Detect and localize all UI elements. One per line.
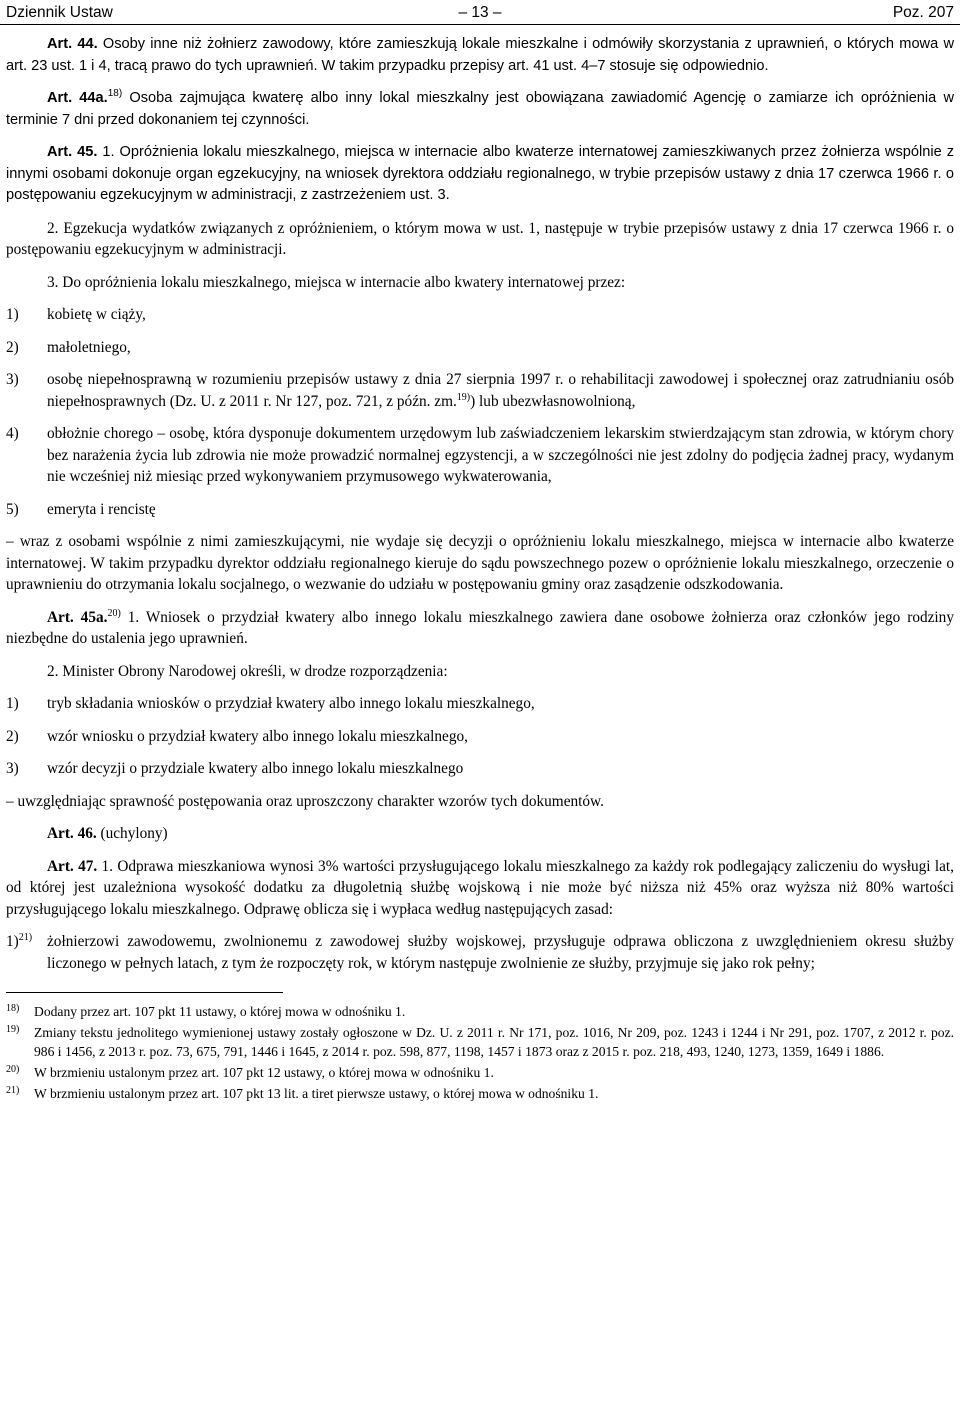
article-47-ust-1	[6, 856, 954, 921]
list-text: żołnierzowi zawodowemu, zwolnionemu z zawodowej służby wojskowej, przysługuje odprawa obliczona z uwzględnieniem okresu służby liczonego w pełnych latach, z tym że rozpoczęty rok, w którym następuje zwolnienie ze służby, przyjmuje się jako rok pełny;	[47, 933, 954, 972]
list-number: 1)	[6, 306, 19, 323]
footnote-number: 18)	[6, 1003, 20, 1014]
article-text: Osoby inne niż żołnierz zawodowy, które zamieszkują lokale mieszkalne i odmówiły skorzystania z uprawnień, o których mowa w art. 23 ust. 1 i 4, tracą prawo do tych uprawnień. W takim przypadku przepisy art. 41 ust. 4–7 stosuje się odpowiednio.	[6, 36, 954, 74]
list-text: małoletniego,	[47, 338, 131, 356]
list-number: 2)	[6, 727, 19, 745]
list-number: 1)	[6, 695, 19, 712]
article-45-ust-1	[6, 142, 954, 207]
list-item	[6, 726, 954, 748]
footnote-ref[interactable]: 18)	[107, 88, 123, 99]
list-number: 3)	[6, 371, 19, 388]
list-item	[6, 304, 954, 326]
list-text: wzór decyzji o przydziale kwatery albo innego lokalu mieszkalnego	[47, 760, 464, 777]
article-label: Art. 45.	[47, 144, 98, 160]
document-body	[6, 34, 954, 1105]
footnote-text: Zmiany tekstu jednolitego wymienionej ustawy zostały ogłoszone w Dz. U. z 2011 r. Nr 171, poz. 1016, Nr 209, poz. 1243 i 1244 i Nr 291, poz. 1707, z 2012 r. poz. 986 i 1456, z 2013 r. poz. 73, 675, 791, 1446 i 1645, z 2014 r. poz. 598, 877, 1198, 1457 i 1873 oraz z 2015 r. poz. 218, 493, 1240, 1273, 1359, 1649 i 1886.	[34, 1025, 954, 1059]
list-number: 5)	[6, 500, 19, 518]
article-46	[6, 823, 954, 845]
list-item	[6, 423, 954, 488]
article-45a-closing: – uwzględniając sprawność postępowania oraz uproszczony charakter wzorów tych dokumentów.	[6, 792, 604, 810]
article-label: Art. 45a.	[47, 608, 108, 626]
list-item	[6, 499, 954, 521]
list-number: 3)	[6, 760, 19, 777]
footnote-number: 20)	[6, 1064, 20, 1075]
list-item	[6, 337, 954, 359]
journal-title: Dziennik Ustaw	[6, 4, 113, 21]
footnote	[6, 1084, 954, 1103]
list-text: wzór wniosku o przydział kwatery albo innego lokalu mieszkalnego,	[47, 727, 468, 745]
article-label: Art. 44a.	[47, 90, 108, 106]
list-text: emeryta i rencistę	[47, 500, 156, 518]
list-text: obłożnie chorego – osobę, która dysponuje dokumentem urzędowym lub zaświadczeniem lekarskim stwierdzającym stan zdrowia, w którym chory bez narażenia życia lub zdrowia nie może prowadzić normalnej egzystencji, a w szczególności nie jest zdolny do podjęcia żadnej pracy, wydanym nie wcześniej niż miesiąc przed wykonywaniem przymusowego wykwaterowania,	[47, 425, 954, 485]
article-text: 1. Odprawa mieszkaniowa wynosi 3% wartości przysługującego lokalu mieszkalnego za każdy rok podlegający zaliczeniu do wysługi lat, od której jest uzależniona wysokość dodatku za długoletnią służbę wojskową i nie może być niższa niż 45% oraz wyższa niż 80% wartości przysługującego lokalu mieszkalnego. Odprawę oblicza się i wypłaca według następujących zasad:	[6, 857, 954, 918]
list-item	[6, 693, 954, 715]
article-label: Art. 46.	[47, 825, 97, 842]
footnote-ref[interactable]: 19)	[456, 391, 471, 403]
article-45a-ust-1	[6, 607, 954, 650]
footnote-text: W brzmieniu ustalonym przez art. 107 pkt 13 lit. a tiret pierwsze ustawy, o której mowa w odnośniku 1.	[34, 1086, 599, 1101]
list-number: 4)	[6, 425, 19, 442]
list-item	[6, 758, 954, 780]
list-text: tryb składania wniosków o przydział kwatery albo innego lokalu mieszkalnego,	[47, 695, 535, 712]
list-item	[6, 931, 954, 974]
footnote-number: 21)	[6, 1085, 20, 1096]
article-45-ust-2: 2. Egzekucja wydatków związanych z opróżnieniem, o którym mowa w ust. 1, następuje w trybie przepisów ustawy z dnia 17 czerwca 1966 r. o postępowaniu egzekucyjnym w administracji.	[6, 219, 954, 258]
footnote-divider	[6, 992, 283, 993]
footnote	[6, 1023, 954, 1061]
article-45a-ust-2: 2. Minister Obrony Narodowej określi, w drodze rozporządzenia:	[47, 662, 448, 680]
article-44a	[6, 88, 954, 131]
list-item	[6, 369, 954, 412]
article-text: 1. Opróżnienia lokalu mieszkalnego, miejsca w internacie albo kwaterze internatowej zamieszkiwanych przez żołnierza wspólnie z innymi osobami dokonuje organ egzekucyjny, na wniosek dyrektora oddziału regionalnego, w trybie przepisów ustawy z dnia 17 czerwca 1966 r. o postępowaniu egzekucyjnym w administracji, z zastrzeżeniem ust. 3.	[6, 144, 954, 203]
article-label: Art. 44.	[47, 36, 98, 52]
footnote-number: 19)	[6, 1024, 20, 1035]
list-text: kobietę w ciąży,	[47, 306, 146, 323]
article-text: 1. Wniosek o przydział kwatery albo innego lokalu mieszkalnego zawiera dane osobowe żołnierza oraz członków jego rodziny niezbędne do ustalenia jego uprawnień.	[6, 608, 954, 647]
footnote-ref[interactable]: 20)	[107, 607, 121, 619]
page-number: – 13 –	[458, 4, 502, 21]
footnote-ref[interactable]: 21)	[18, 932, 33, 943]
article-45-closing: – wraz z osobami wspólnie z nimi zamieszkującymi, nie wydaje się decyzji o opróżnieniu lokalu mieszkalnego, miejsca w internacie albo kwaterze internatowej. W takim przypadku dyrektor oddziału regionalnego kieruje do sądu powszechnego pozew o opróżnienie lokalu mieszkalnego, orzeczenie o uprawnieniu do otrzymania lokalu socjalnego, o wezwanie do udziału w postępowaniu gminy oraz zasądzenie odszkodowania.	[6, 533, 954, 593]
footnote-text: W brzmieniu ustalonym przez art. 107 pkt 12 ustawy, o której mowa w odnośniku 1.	[34, 1065, 494, 1080]
list-number: 1)$^{21)}$	[6, 932, 33, 950]
article-text: Osoba zajmująca kwaterę albo inny lokal mieszkalny jest obowiązana zawiadomić Agencję o zamiarze ich opróżnienia w terminie 7 dni przed dokonaniem tej czynności.	[6, 90, 954, 128]
list-text-tail: ) lub ubezwłasnowolnioną,	[470, 392, 636, 410]
footnote	[6, 1002, 954, 1021]
position-number: Poz. 207	[892, 4, 954, 21]
list-text: osobę niepełnosprawną w rozumieniu przepisów ustawy z dnia 27 sierpnia 1997 r. o rehabilitacji zawodowej i społecznej oraz zatrudnianiu osób niepełnosprawnych (Dz. U. z 2011 r. Nr 127, poz. 721, z późn. zm.	[47, 371, 954, 410]
footnote	[6, 1063, 954, 1082]
list-number: 2)	[6, 338, 19, 356]
page-header	[0, 0, 960, 25]
article-44	[6, 34, 954, 77]
article-label: Art. 47.	[47, 857, 98, 875]
article-45-ust-3: 3. Do opróżnienia lokalu mieszkalnego, miejsca w internacie albo kwatery internatowej przez:	[47, 273, 626, 291]
footnote-text: Dodany przez art. 107 pkt 11 ustawy, o której mowa w odnośniku 1.	[34, 1004, 406, 1019]
article-text: (uchylony)	[96, 825, 168, 842]
